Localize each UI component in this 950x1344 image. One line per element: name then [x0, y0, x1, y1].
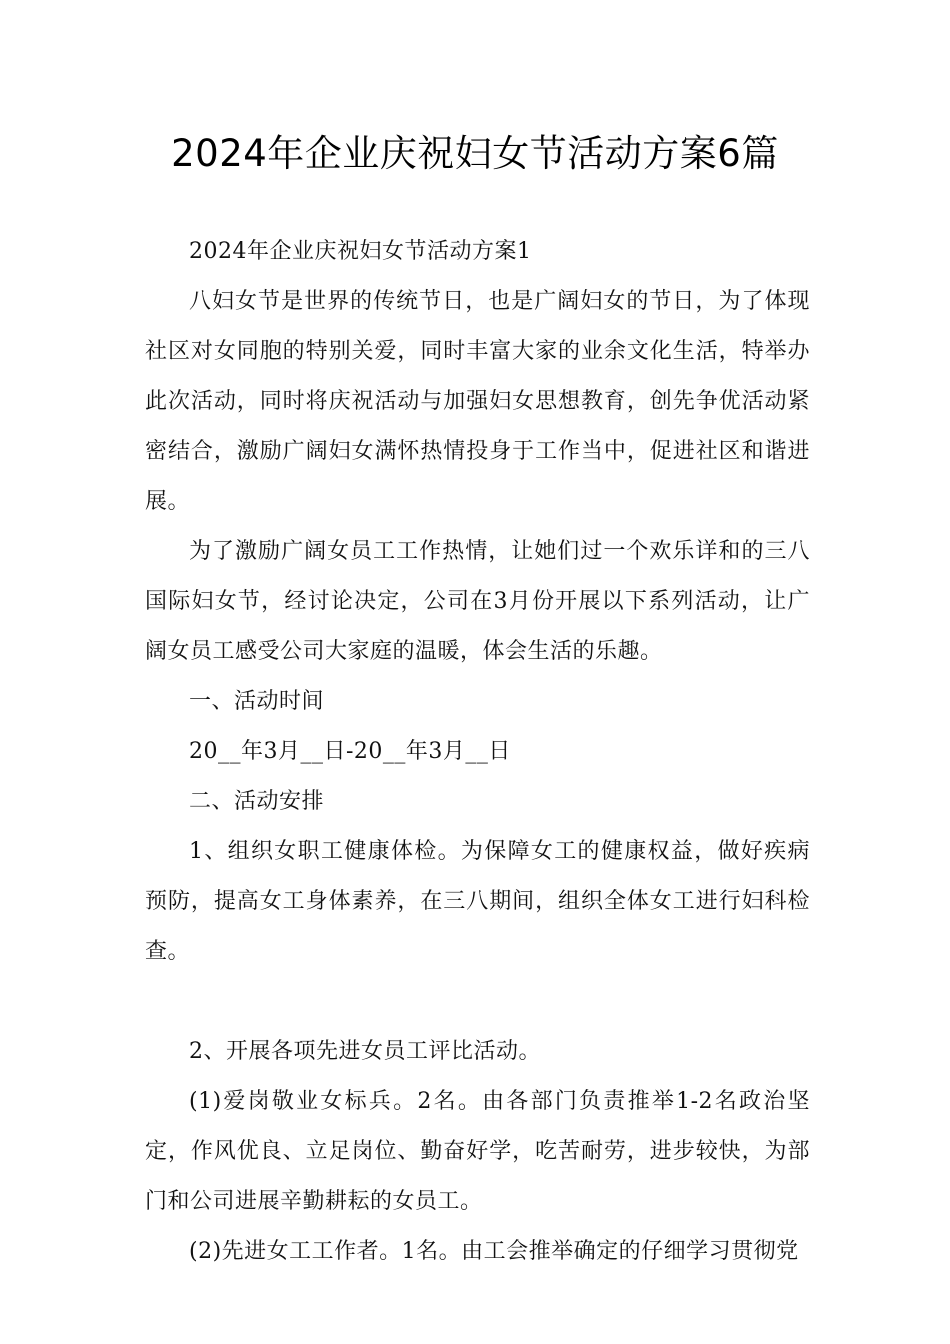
paragraph-intro: 八妇女节是世界的传统节日，也是广阔妇女的节日，为了体现社区对女同胞的特别关爱，同时丰富大家的业余文化生活，特举办此次活动，同时将庆祝活动与加强妇女思想教育，创先争优活动紧密结合，激励广阔妇女满怀热情投身于工作当中，促进社区和谐进展。: [145, 289, 810, 514]
heading-activity-time: 一、活动时间: [189, 689, 325, 714]
paragraph-item-1: 1、组织女职工健康体检。为保障女工的健康权益，做好疾病预防，提高女工身体素养，在三八期间，组织全体女工进行妇科检查。: [145, 839, 810, 964]
document-body: [145, 227, 810, 1277]
section-heading: 2024年企业庆祝妇女节活动方案1: [189, 239, 532, 264]
paragraph-purpose: 为了激励广阔女员工工作热情，让她们过一个欢乐详和的三八国际妇女节，经讨论决定，公司在3月份开展以下系列活动，让广阔女员工感受公司大家庭的温暖，体会生活的乐趣。: [145, 539, 810, 664]
paragraph-item-2: 2、开展各项先进女员工评比活动。: [189, 1039, 541, 1064]
document-title: 2024年企业庆祝妇女节活动方案6篇: [171, 132, 779, 175]
paragraph-date-range: 20__年3月__日-20__年3月__日: [189, 739, 511, 764]
paragraph-subitem-2: (2)先进女工工作者。1名。由工会推举确定的仔细学习贯彻党: [189, 1239, 799, 1264]
heading-activity-arrangement: 二、活动安排: [189, 789, 325, 814]
paragraph-subitem-1: (1)爱岗敬业女标兵。2名。由各部门负责推举1-2名政治坚定，作风优良、立足岗位、勤奋好学，吃苦耐劳，进步较快，为部门和公司进展辛勤耕耘的女员工。: [145, 1089, 810, 1214]
